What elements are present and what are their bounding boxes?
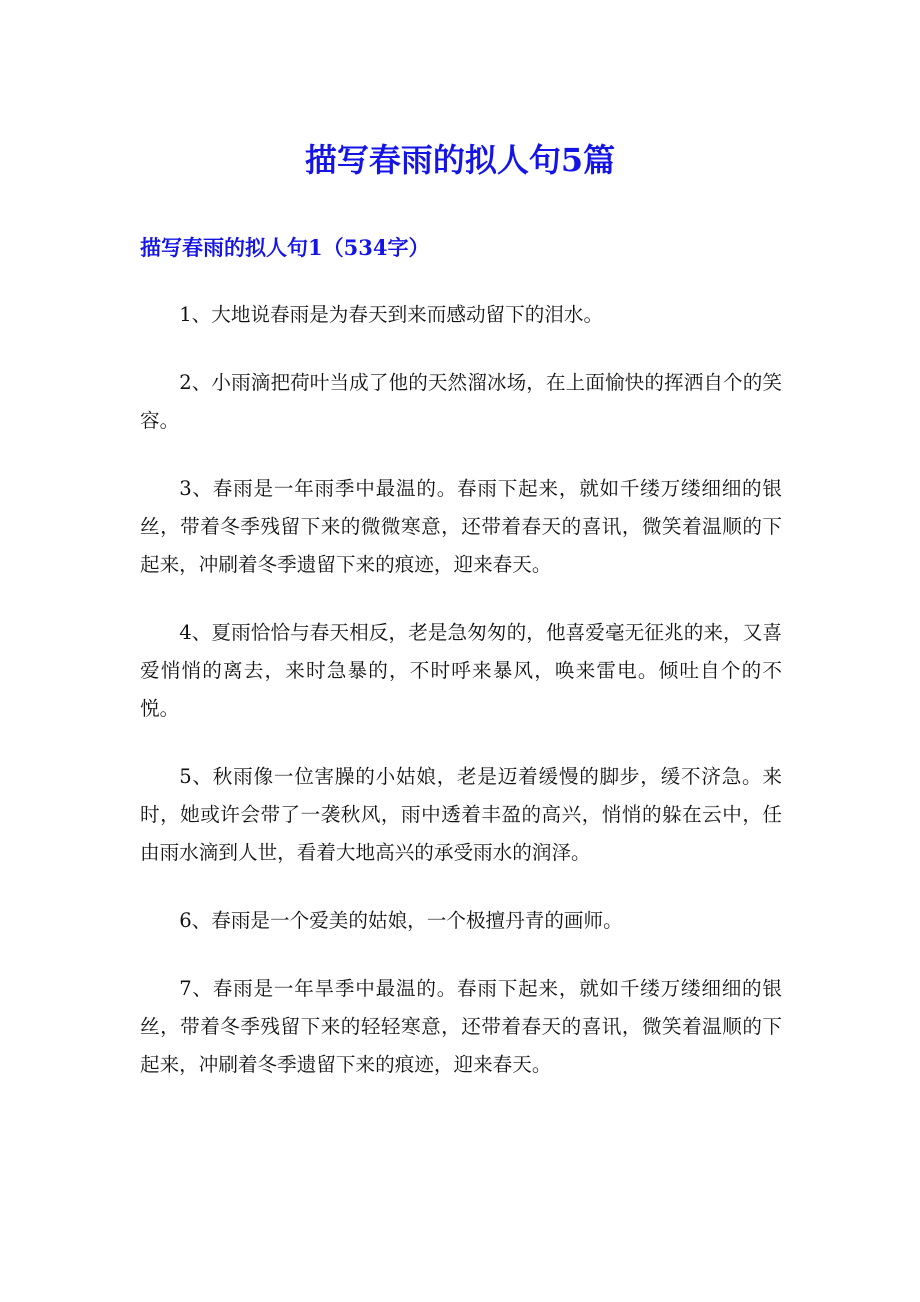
document-body [140, 296, 782, 1114]
paragraph-4: 4、夏雨恰恰与春天相反，老是急匆匆的，他喜爱毫无征兆的来，又喜爱悄悄的离去，来时急暴的，不时呼来暴风，唤来雷电。倾吐自个的不悦。 [140, 621, 782, 720]
paragraph-7: 7、春雨是一年旱季中最温的。春雨下起来，就如千缕万缕细细的银丝，带着冬季残留下来的轻轻寒意，还带着春天的喜讯，微笑着温顺的下起来，冲刷着冬季遗留下来的痕迹，迎来春天。 [140, 977, 782, 1076]
paragraph-2: 2、小雨滴把荷叶当成了他的天然溜冰场，在上面愉快的挥洒自个的笑容。 [140, 371, 782, 432]
paragraph-6: 6、春雨是一个爱美的姑娘，一个极擅丹青的画师。 [179, 909, 623, 932]
document-title: 描写春雨的拟人句5篇 [304, 141, 616, 179]
paragraph-3: 3、春雨是一年雨季中最温的。春雨下起来，就如千缕万缕细细的银丝，带着冬季残留下来的微微寒意，还带着春天的喜讯，微笑着温顺的下起来，冲刷着冬季遗留下来的痕迹，迎来春天。 [140, 477, 782, 576]
section-heading: 描写春雨的拟人句1（534字） [140, 235, 430, 260]
paragraph-5: 5、秋雨像一位害臊的小姑娘，老是迈着缓慢的脚步，缓不济急。来时，她或许会带了一袭秋风，雨中透着丰盈的高兴，悄悄的躲在云中，任由雨水滴到人世，看着大地高兴的承受雨水的润泽。 [140, 765, 782, 864]
paragraph-1: 1、大地说春雨是为春天到来而感动留下的泪水。 [179, 303, 604, 326]
